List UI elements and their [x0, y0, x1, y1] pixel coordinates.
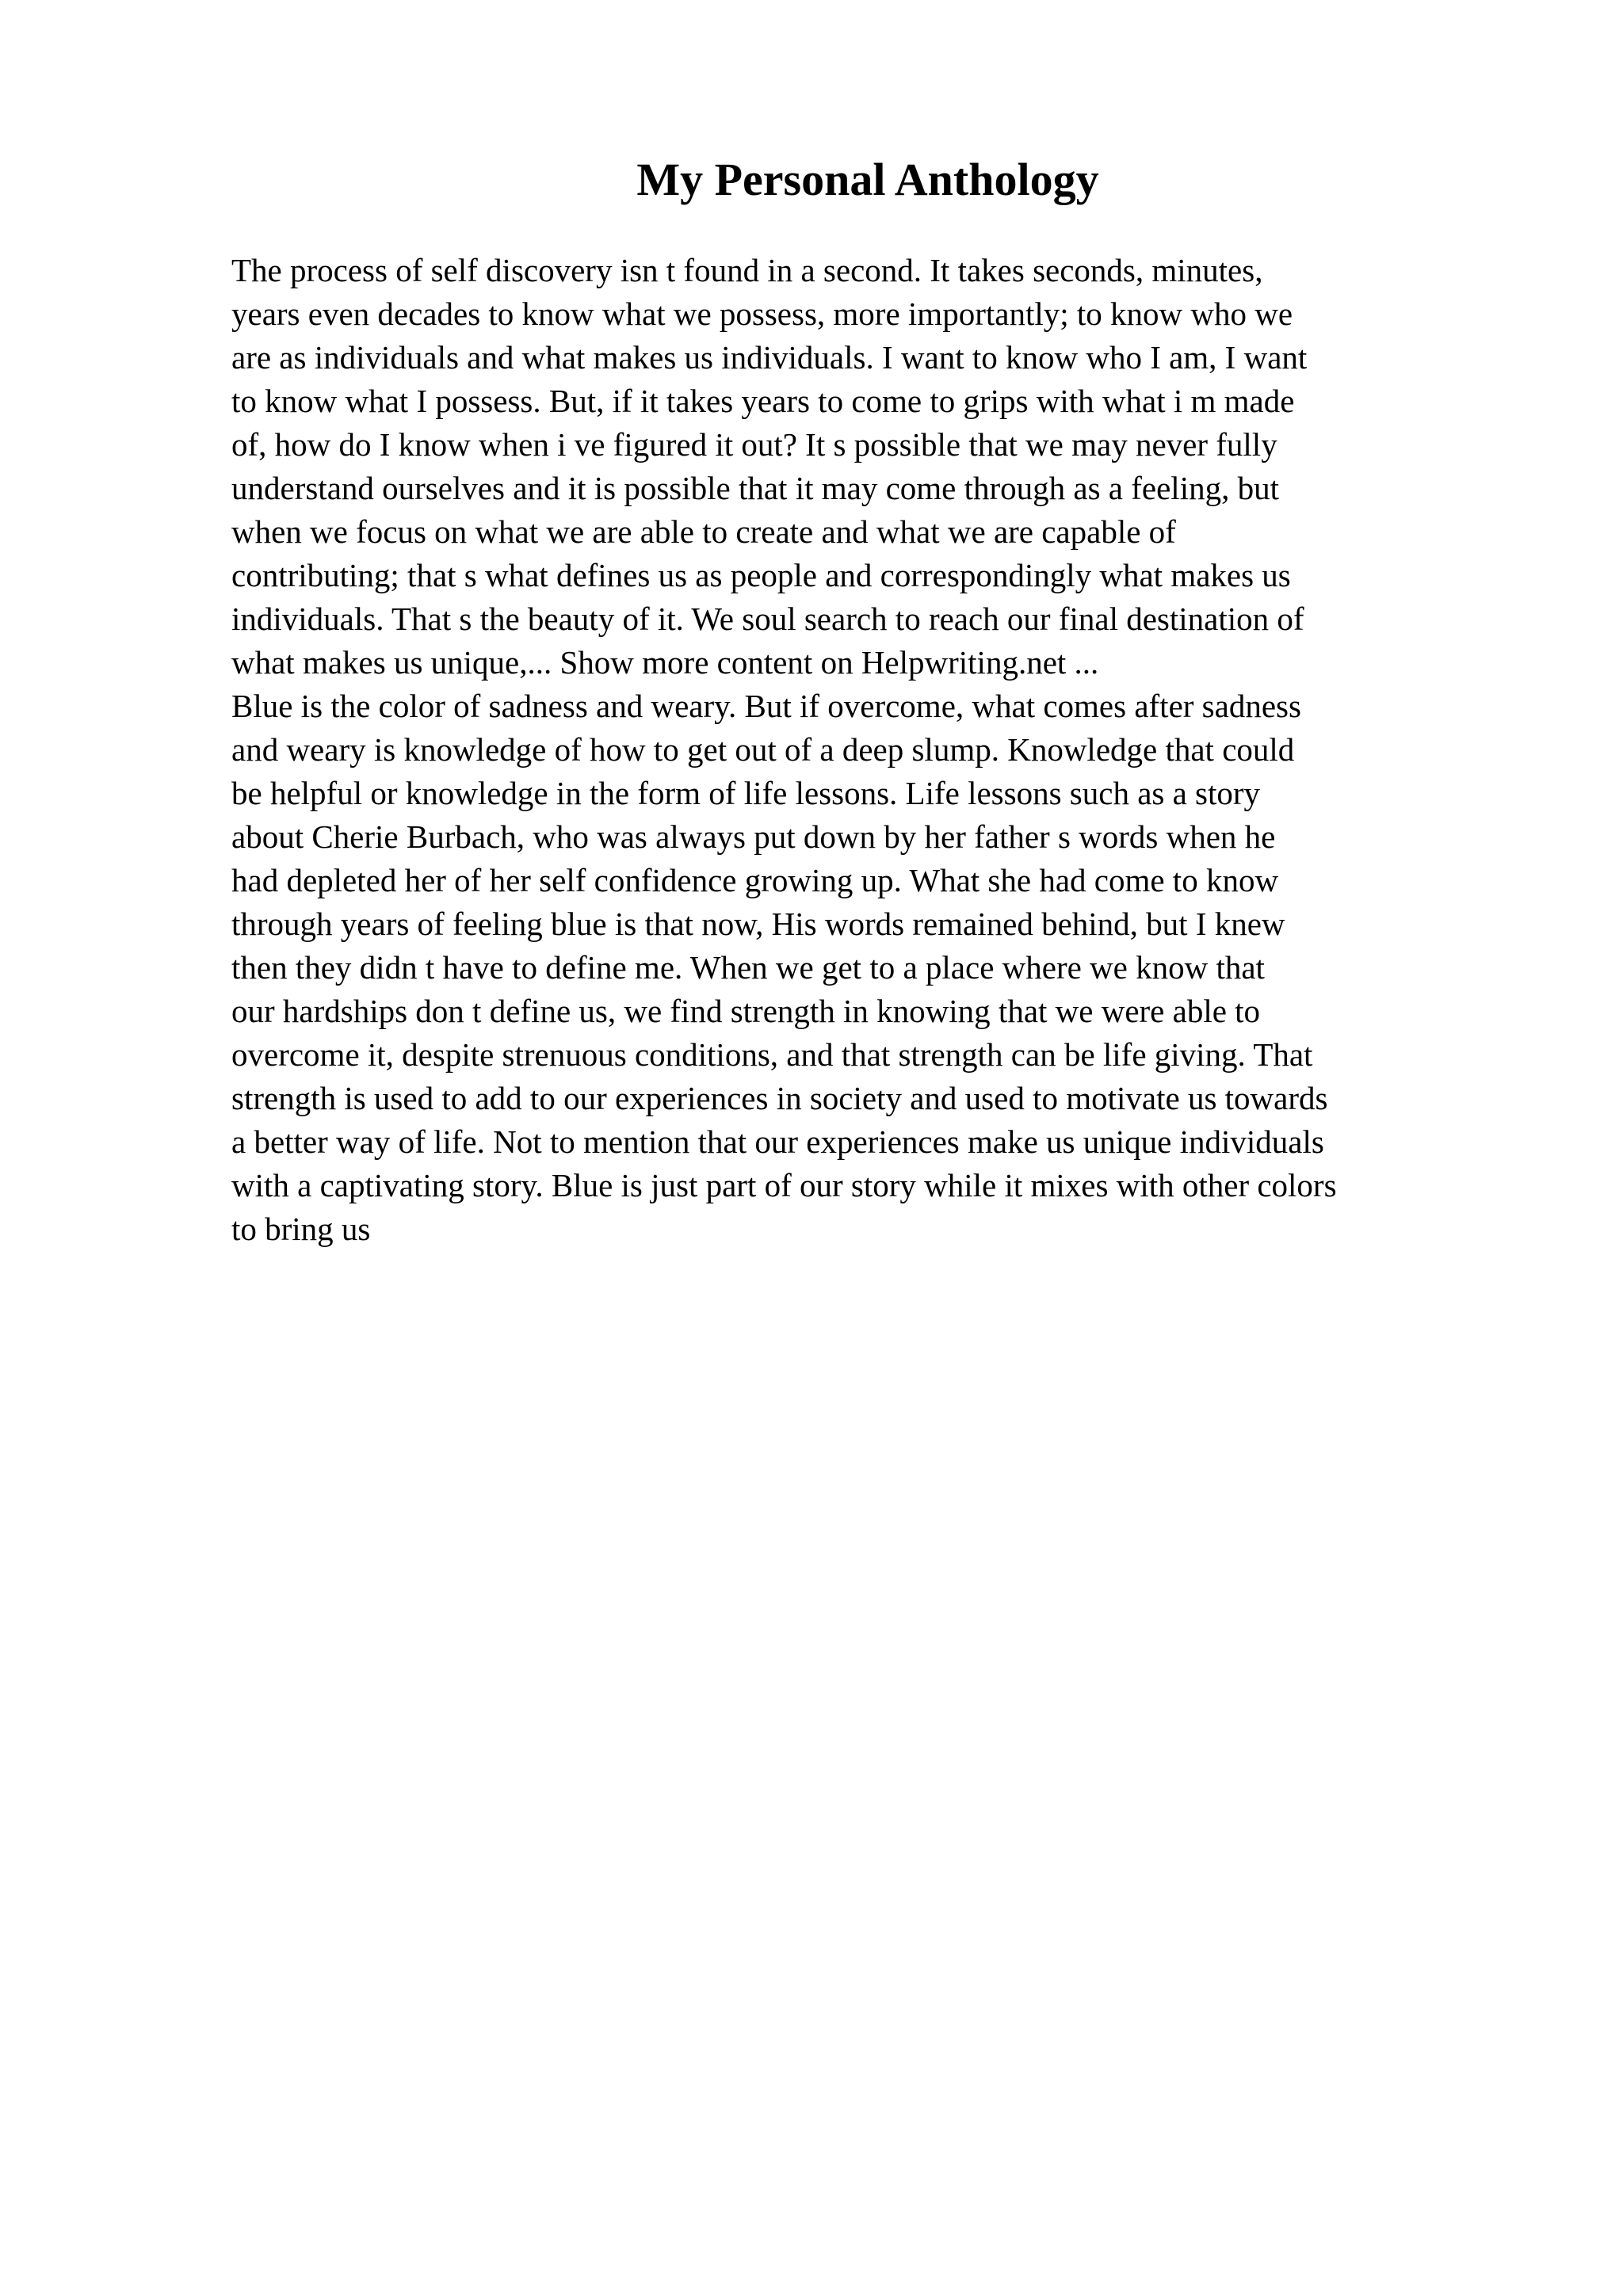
body-line-17: then they didn t have to define me. When we get to a place where we know that	[231, 949, 1265, 986]
body-line-12: and weary is knowledge of how to get out of a deep slump. Knowledge that could	[231, 731, 1295, 768]
body-line-11: Blue is the color of sadness and weary. But if overcome, what comes after sadness	[231, 688, 1301, 724]
body-line-21: a better way of life. Not to mention that our experiences make us unique individuals	[231, 1123, 1324, 1160]
body-line-2: years even decades to know what we possess, more importantly; to know who we	[231, 296, 1293, 332]
body-line-15: had depleted her of her self confidence growing up. What she had come to know	[231, 862, 1279, 898]
body-line-13: be helpful or knowledge in the form of life lessons. Life lessons such as a story	[231, 775, 1261, 811]
body-line-9: individuals. That s the beauty of it. We soul search to reach our final destination of	[231, 601, 1304, 637]
body-line-5: of, how do I know when i ve figured it out? It s possible that we may never fully	[231, 426, 1277, 463]
body-line-19: overcome it, despite strenuous conditions, and that strength can be life giving. That	[231, 1036, 1313, 1073]
body-line-1: The process of self discovery isn t found in a second. It takes seconds, minutes,	[231, 252, 1263, 288]
body-line-23: to bring us	[231, 1211, 371, 1247]
document-title: My Personal Anthology	[636, 154, 1099, 205]
body-line-3: are as individuals and what makes us individuals. I want to know who I am, I want	[231, 339, 1308, 376]
body-line-14: about Cherie Burbach, who was always put down by her father s words when he	[231, 818, 1276, 855]
body-line-8: contributing; that s what defines us as people and correspondingly what makes us	[231, 557, 1291, 593]
body-line-7: when we focus on what we are able to create and what we are capable of	[231, 513, 1176, 550]
body-line-10: what makes us unique,... Show more content on Helpwriting.net ...	[231, 644, 1099, 681]
body-line-20: strength is used to add to our experiences in society and used to motivate us towards	[231, 1080, 1328, 1116]
body-line-22: with a captivating story. Blue is just part of our story while it mixes with other colors	[231, 1167, 1337, 1203]
body-line-6: understand ourselves and it is possible that it may come through as a feeling, but	[231, 470, 1279, 506]
body-line-16: through years of feeling blue is that now, His words remained behind, but I knew	[231, 906, 1285, 942]
body-line-18: our hardships don t define us, we find strength in knowing that we were able to	[231, 993, 1261, 1029]
body-line-4: to know what I possess. But, if it takes years to come to grips with what i m made	[231, 383, 1295, 419]
document-body	[231, 249, 1531, 1251]
